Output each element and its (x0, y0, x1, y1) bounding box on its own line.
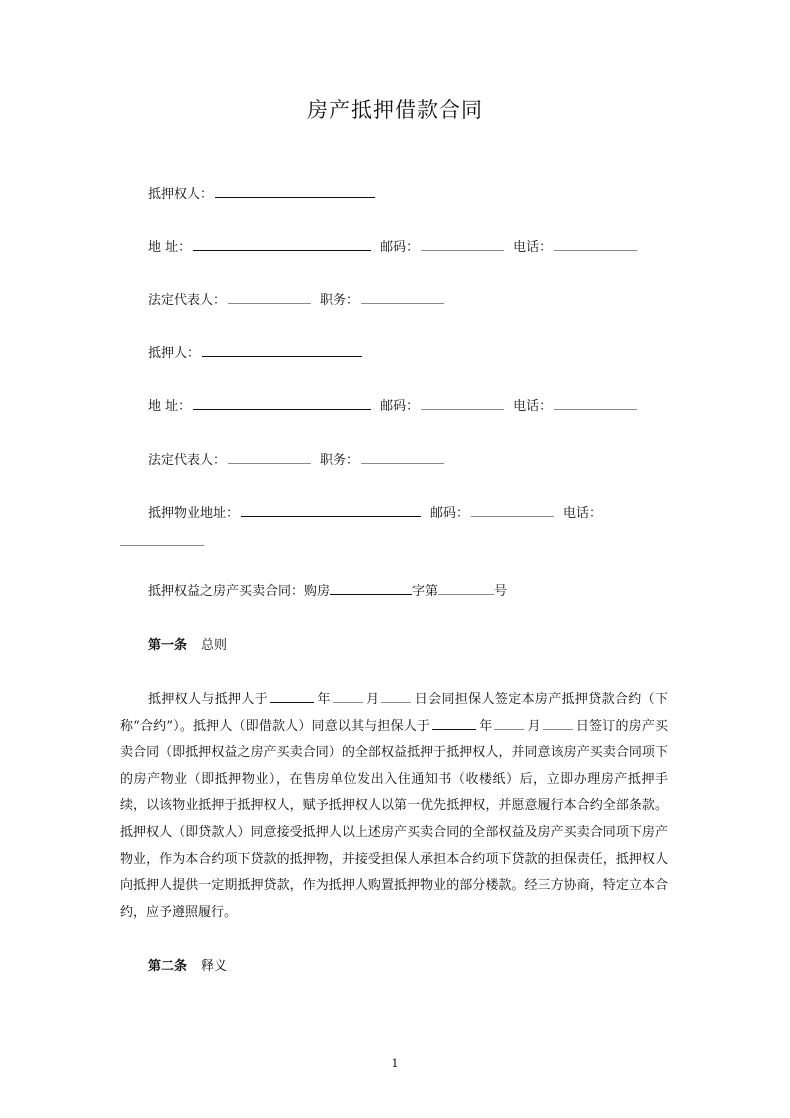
date-day-blank-1[interactable] (381, 691, 411, 703)
date-year-blank-1[interactable] (270, 691, 314, 703)
mortgagor-rep-label: 法定代表人： (148, 453, 227, 468)
mortgagor-position-label: 职务： (320, 453, 360, 468)
page-title: 房产抵押借款合同 (307, 98, 483, 122)
property-postcode-label: 邮码： (430, 506, 470, 521)
article-2-title: 释义 (201, 959, 228, 974)
property-phone-label: 电话： (563, 506, 603, 521)
mortgagee-phone-blank[interactable] (554, 238, 637, 251)
mortgagee-rep-row (148, 291, 447, 311)
article-1-text-part-3: 日签订的房产买卖合同（即抵押权益之房产买卖合同）的全部权益抵押于抵押权人，并同意该房产买卖合同项下的房产物业（即抵押物业），在售房单位发出入住通知书（收楼纸）后，立即办理房产抵押手续，以该物业抵押于抵押权人，赋予抵押权人以第一优先抵押权，并愿意履行本合约全部条款。抵押权人（即贷款人）同意接受抵押人以上述房产买卖合同的全部权益及房产买卖合同项下房产物业，作为本合约项下贷款的抵押物，并接受担保人承担本合约项下贷款的担保责任，抵押权人向抵押人提供一定期抵押贷款，作为抵押人购置抵押物业的部分楼款。经三方协商，特定立本合约，应予遵照履行。 (120, 718, 668, 920)
article-2-number: 第二条 (148, 959, 188, 974)
date-day-blank-2[interactable] (543, 718, 573, 730)
mortgagee-position-label: 职务： (320, 293, 360, 308)
date-month-blank-2[interactable] (494, 718, 524, 730)
mortgagor-postcode-label: 邮码： (380, 399, 420, 414)
mortgagee-name-blank[interactable] (215, 185, 375, 198)
article-1-year-1: 年 (317, 692, 331, 707)
property-address-label: 抵押物业地址： (148, 506, 240, 521)
mortgagee-row (148, 185, 378, 205)
article-2-heading (148, 957, 227, 977)
article-1-month-1: 月 (365, 692, 380, 707)
mortgagee-address-blank[interactable] (193, 238, 371, 251)
mortgagor-address-blank[interactable] (193, 397, 371, 410)
mortgagee-postcode-blank[interactable] (421, 238, 504, 251)
property-postcode-blank[interactable] (471, 504, 554, 517)
mortgagor-position-blank[interactable] (361, 451, 444, 464)
article-1-month-2: 月 (527, 718, 541, 734)
mortgagee-address-label: 地 址： (148, 240, 192, 255)
article-1-number: 第一条 (148, 638, 188, 653)
mortgagor-phone-blank[interactable] (554, 397, 637, 410)
mortgagee-phone-label: 电话： (513, 240, 553, 255)
article-1-body (120, 687, 668, 926)
contract-ref-blank-2[interactable] (438, 582, 494, 595)
property-address-row (148, 504, 602, 524)
mortgagor-address-label: 地 址： (148, 399, 192, 414)
mortgagor-rep-row (148, 451, 447, 471)
mortgagee-postcode-label: 邮码： (380, 240, 420, 255)
mortgagor-postcode-blank[interactable] (421, 397, 504, 410)
mortgagor-address-row (148, 397, 640, 417)
mortgagee-position-blank[interactable] (361, 291, 444, 304)
property-address-blank[interactable] (241, 504, 421, 517)
mortgagor-row (148, 344, 365, 364)
page-number: 1 (391, 1057, 399, 1070)
mortgagor-rep-blank[interactable] (228, 451, 311, 464)
date-year-blank-2[interactable] (432, 718, 476, 730)
mortgagor-name-blank[interactable] (202, 344, 362, 357)
contract-ref-prefix: 抵押权益之房产买卖合同：购房 (148, 584, 331, 599)
mortgagor-label: 抵押人： (148, 346, 201, 361)
property-phone-blank[interactable] (120, 533, 204, 546)
contract-ref-blank-1[interactable] (330, 582, 412, 595)
mortgagee-rep-blank[interactable] (228, 291, 311, 304)
article-1-title: 总则 (201, 638, 228, 653)
contract-ref-row (148, 582, 507, 602)
contract-ref-suffix: 号 (494, 584, 508, 599)
article-1-year-2: 年 (479, 718, 493, 734)
mortgagee-rep-label: 法定代表人： (148, 293, 227, 308)
mortgagor-phone-label: 电话： (513, 399, 553, 414)
article-1-text-part-1: 抵押权人与抵押人于 (148, 692, 269, 707)
mortgagee-label: 抵押权人： (148, 187, 214, 202)
date-month-blank-1[interactable] (333, 691, 363, 703)
article-1-text-part-2: 日会同担保人签定本房产抵押贷款合约（下称“合约”）。抵押人（即借款人）同意以其与担保人于 (120, 692, 668, 734)
article-1-heading (148, 636, 227, 656)
contract-ref-middle: 字第 (412, 584, 439, 599)
mortgagee-address-row (148, 238, 640, 258)
